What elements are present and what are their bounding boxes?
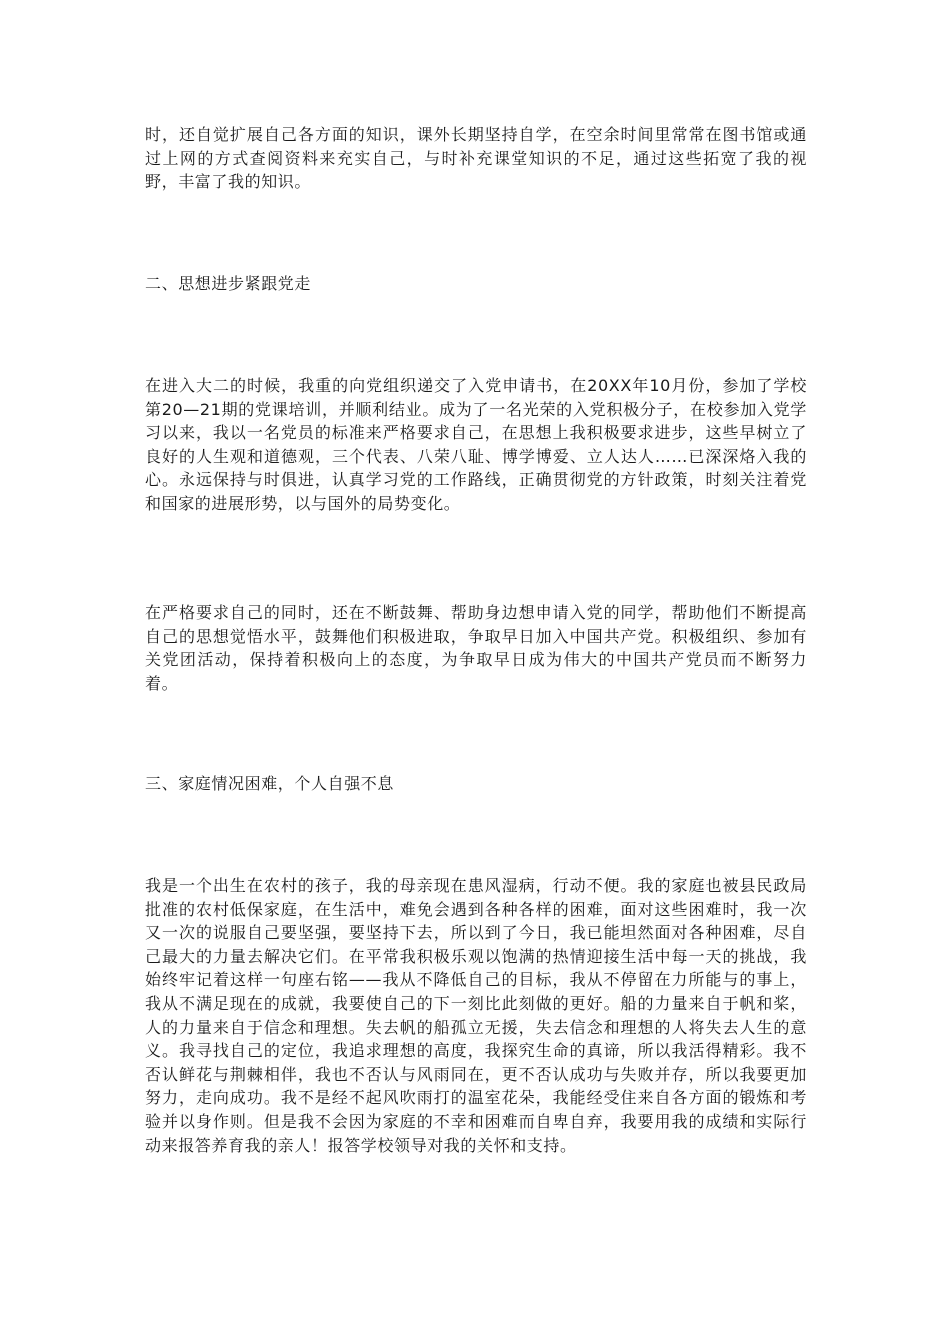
section-heading-3: 三、家庭情况困难，个人自强不息 xyxy=(145,774,395,793)
paragraph-intro: 时，还自觉扩展自己各方面的知识，课外长期坚持自学，在空余时间里常常在图书馆或通过上网的方式查阅资料来充实自己，与时补充课堂知识的不足，通过这些拓宽了我的视野，丰富了我的知识。 xyxy=(145,125,807,192)
paragraph-section-2-a: 在进入大二的时候，我重的向党组织递交了入党申请书，在20XX年10月份，参加了学校第20—21期的党课培训，并顺利结业。成为了一名光荣的入党积极分子，在校参加入党学习以来，我以一名党员的标准来严格要求自己，在思想上我积极要求进步，这些早树立了良好的人生观和道德观，三个代表、八荣八耻、博学博爱、立人达人……已深深烙入我的心。永远保持与时俱进，认真学习党的工作路线，正确贯彻党的方针政策，时刻关注着党和国家的进展形势，以与国外的局势变化。 xyxy=(145,376,807,513)
paragraph-section-3: 我是一个出生在农村的孩子，我的母亲现在患风湿病，行动不便。我的家庭也被县民政局批准的农村低保家庭，在生活中，难免会遇到各种各样的困难，面对这些困难时，我一次又一次的说服自己要坚强，要坚持下去，所以到了今日，我已能坦然面对各种困难，尽自己最大的力量去解决它们。在平常我积极乐观以饱满的热情迎接生活中每一天的挑战，我始终牢记着这样一句座右铭——我从不降低自己的目标，我从不停留在力所能与的事上，我从不满足现在的成就，我要使自己的下一刻比此刻做的更好。船的力量来自于帆和桨，人的力量来自于信念和理想。失去帆的船孤立无援，失去信念和理想的人将失去人生的意义。我寻找自己的定位，我追求理想的高度，我探究生命的真谛，所以我活得精彩。我不否认鲜花与荆棘相伴，我也不否认与风雨同在，更不否认成功与失败并存，所以我要更加努力，走向成功。我不是经不起风吹雨打的温室花朵，我能经受住来自各方面的锻炼和考验并以身作则。但是我不会因为家庭的不幸和困难而自卑自弃，我要用我的成绩和实际行动来报答养育我的亲人！报答学校领导对我的关怀和支持。 xyxy=(145,876,807,1155)
paragraph-section-2-b: 在严格要求自己的同时，还在不断鼓舞、帮助身边想申请入党的同学，帮助他们不断提高自己的思想觉悟水平，鼓舞他们积极进取，争取早日加入中国共产党。积极组织、参加有关党团活动，保持着积极向上的态度，为争取早日成为伟大的中国共产党员而不断努力着。 xyxy=(145,603,807,693)
section-heading-2: 二、思想进步紧跟党走 xyxy=(145,274,312,293)
